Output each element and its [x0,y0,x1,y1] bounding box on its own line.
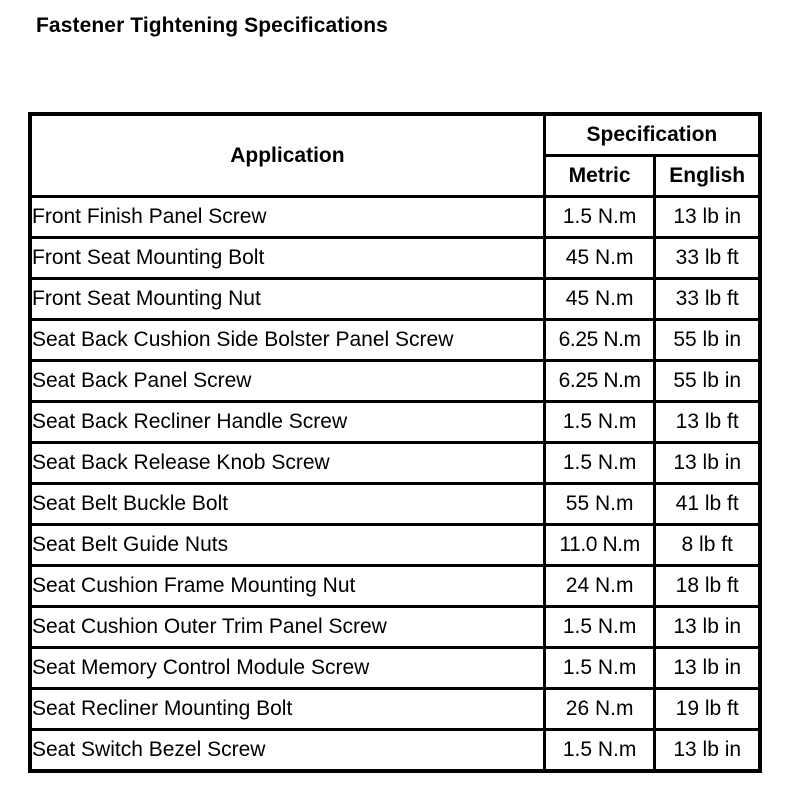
cell-english: 19 lb ft [656,690,758,731]
cell-application: Seat Back Release Knob Screw [32,444,546,485]
cell-application: Seat Belt Guide Nuts [32,526,546,567]
cell-english: 13 lb ft [656,403,758,444]
cell-application: Seat Belt Buckle Bolt [32,485,546,526]
cell-application: Seat Back Panel Screw [32,362,546,403]
cell-application: Seat Switch Bezel Screw [32,731,546,769]
cell-english: 18 lb ft [656,567,758,608]
cell-english: 41 lb ft [656,485,758,526]
header-application: Application [32,116,546,198]
cell-english: 33 lb ft [656,280,758,321]
table-row [32,239,758,280]
table-row [32,362,758,403]
fastener-spec-table [28,112,762,773]
table-row [32,485,758,526]
table-row [32,403,758,444]
cell-metric: 26 N.m [546,690,657,731]
cell-metric: 11.0 N.m [546,526,657,567]
cell-english: 33 lb ft [656,239,758,280]
table-row [32,444,758,485]
cell-metric: 1.5 N.m [546,649,657,690]
table-row [32,526,758,567]
cell-metric: 55 N.m [546,485,657,526]
cell-application: Seat Cushion Frame Mounting Nut [32,567,546,608]
cell-english: 13 lb in [656,198,758,239]
cell-english: 8 lb ft [656,526,758,567]
cell-application: Front Finish Panel Screw [32,198,546,239]
cell-english: 55 lb in [656,321,758,362]
cell-english: 13 lb in [656,608,758,649]
cell-metric: 45 N.m [546,239,657,280]
cell-metric: 1.5 N.m [546,731,657,769]
page-title: Fastener Tightening Specifications [36,14,388,37]
cell-application: Seat Back Cushion Side Bolster Panel Screw [32,321,546,362]
table-row [32,690,758,731]
table-row [32,608,758,649]
cell-metric: 24 N.m [546,567,657,608]
cell-application: Seat Back Recliner Handle Screw [32,403,546,444]
table-row [32,198,758,239]
header-metric: Metric [546,157,657,198]
cell-metric: 1.5 N.m [546,608,657,649]
cell-english: 55 lb in [656,362,758,403]
table-body [32,198,758,769]
cell-english: 13 lb in [673,738,742,761]
table-row [32,731,758,769]
table-row [32,280,758,321]
table-row [32,649,758,690]
table-row [32,567,758,608]
cell-english: 13 lb in [656,444,758,485]
cell-metric: 1.5 N.m [546,444,657,485]
cell-metric: 1.5 N.m [546,403,657,444]
cell-metric: 6.25 N.m [546,321,657,362]
cell-metric: 45 N.m [546,280,657,321]
header-specification: Specification [546,116,758,157]
cell-application: Seat Memory Control Module Screw [32,649,546,690]
table-header [32,116,758,198]
cell-application: Front Seat Mounting Bolt [32,239,546,280]
cell-metric: 1.5 N.m [546,198,657,239]
cell-application: Front Seat Mounting Nut [32,280,546,321]
header-english: English [656,157,758,198]
table-row [32,321,758,362]
cell-application: Seat Recliner Mounting Bolt [32,690,546,731]
cell-english: 13 lb in [656,649,758,690]
cell-application: Seat Cushion Outer Trim Panel Screw [32,608,546,649]
cell-metric: 6.25 N.m [546,362,657,403]
